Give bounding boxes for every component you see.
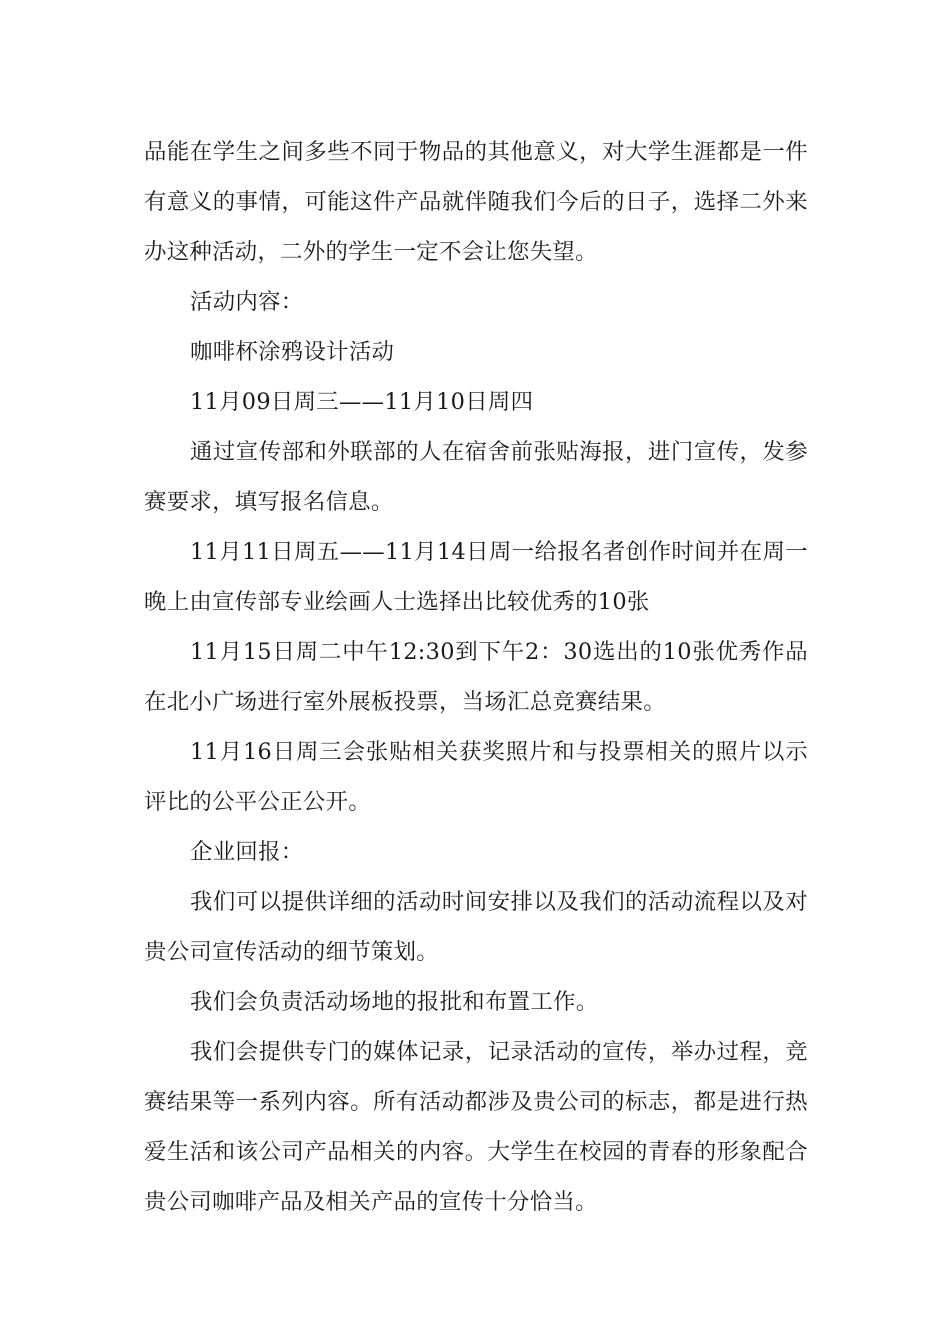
paragraph-date-range-2: 11月11日周五——11月14日周一给报名者创作时间并在周一晚上由宣传部专业绘画人士选择出比较优秀的10张: [144, 539, 808, 615]
paragraph-media-record: 我们会提供专门的媒体记录，记录活动的宣传，举办过程，竞赛结果等一系列内容。所有活动都涉及贵公司的标志，都是进行热爱生活和该公司产品相关的内容。大学生在校园的青春的形象配合贵公司咖啡产品及相关产品的宣传十分恰当。: [144, 1039, 808, 1215]
paragraph-venue: 我们会负责活动场地的报批和布置工作。: [190, 989, 599, 1015]
paragraph-activity-name: 咖啡杯涂鸦设计活动: [190, 339, 395, 365]
paragraph-schedule-offer: 我们可以提供详细的活动时间安排以及我们的活动流程以及对贵公司宣传活动的细节策划。: [144, 889, 808, 965]
paragraph-date-range-1: 11月09日周三——11月10日周四: [190, 389, 534, 415]
paragraph-voting: 11月15日周二中午12:30到下午2：30选出的10张优秀作品在北小广场进行室外展板投票，当场汇总竞赛结果。: [144, 639, 808, 715]
paragraph-activity-content-heading: 活动内容：: [190, 289, 304, 315]
paragraph-enterprise-return-heading: 企业回报：: [190, 839, 304, 865]
paragraph-results-posting: 11月16日周三会张贴相关获奖照片和与投票相关的照片以示评比的公平公正公开。: [144, 739, 808, 815]
document-body: [144, 127, 808, 1227]
paragraph-promotion: 通过宣传部和外联部的人在宿舍前张贴海报，进门宣传，发参赛要求，填写报名信息。: [144, 439, 808, 515]
paragraph-intro-continuation: 品能在学生之间多些不同于物品的其他意义，对大学生涯都是一件有意义的事情，可能这件产品就伴随我们今后的日子，选择二外来办这种活动，二外的学生一定不会让您失望。: [144, 139, 808, 265]
